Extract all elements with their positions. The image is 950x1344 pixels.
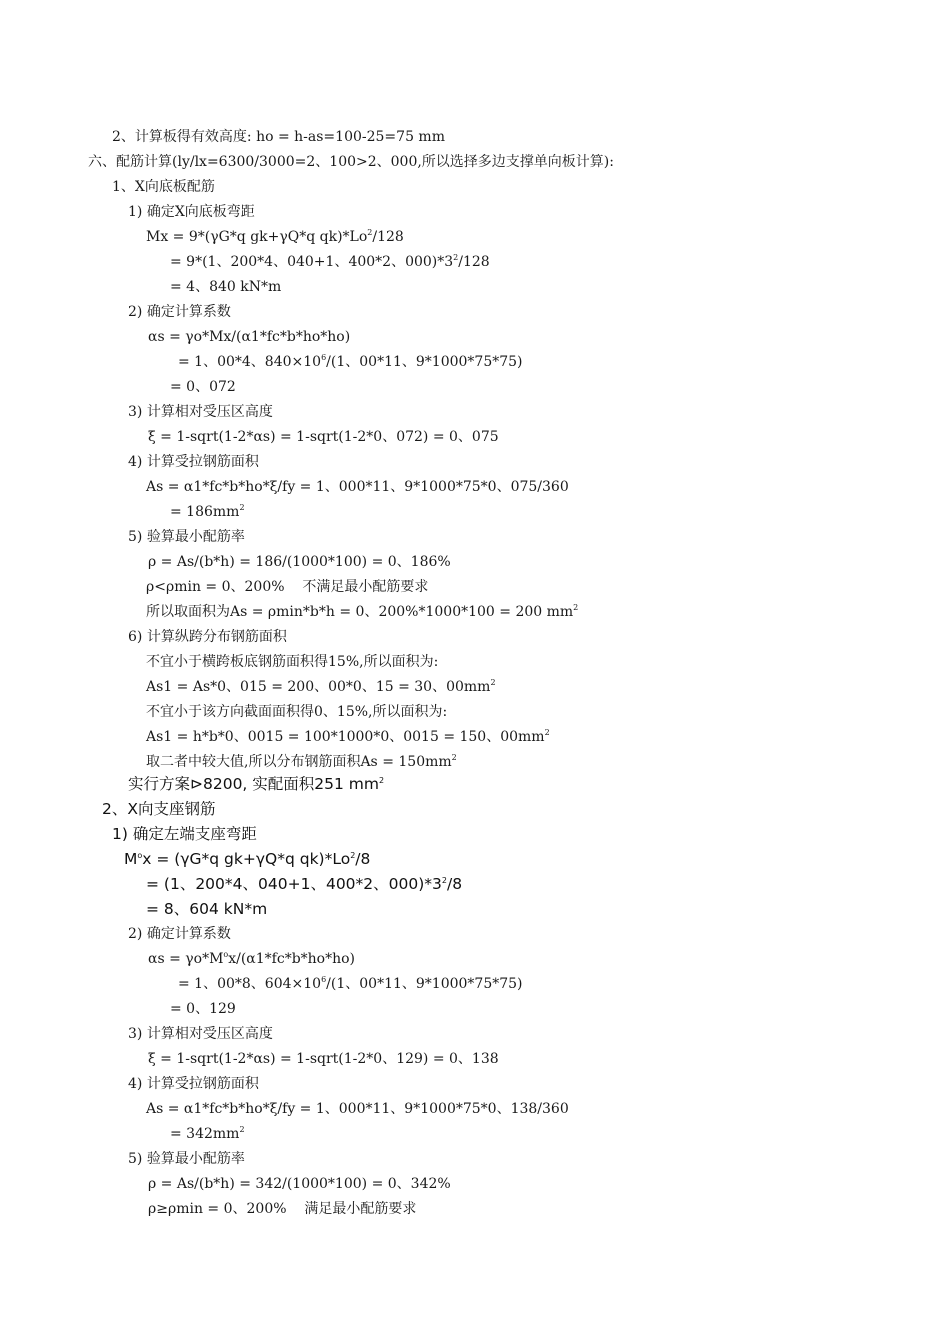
step-heading: 1) 确定左端支座弯距 xyxy=(112,825,257,843)
text-line: 不宜小于横跨板底钢筋面积得15%,所以面积为: xyxy=(146,654,439,670)
text-line: 取二者中较大值,所以分布钢筋面积$As = 150mm^2$ xyxy=(146,753,457,770)
subsection-heading: 2、X向支座钢筋 xyxy=(102,800,216,818)
formula-line: = $186mm^2$ xyxy=(170,503,245,520)
formula-line: As = α1*fc*b*ho*ξ/fy = 1、000*11、9*1000*75*0、138/360 xyxy=(146,1101,569,1117)
text-line: 不宜小于该方向截面面积得0、15%,所以面积为: xyxy=(146,704,448,720)
formula-line: = 8、604 kN*m xyxy=(146,900,268,918)
formula-line: = 1、00*4、$840\times 10^6/(1$、00*11、9*1000*75*75) xyxy=(178,353,523,370)
formula-line: ξ = 1-sqrt(1-2*αs) = 1-sqrt(1-2*0、129) = 0、138 xyxy=(148,1051,499,1067)
step-heading: 4) 计算受拉钢筋面积 xyxy=(128,1076,259,1092)
formula-line: = 1、00*8、$604\times 10^6/(1$、00*11、9*1000*75*75) xyxy=(178,975,523,992)
formula-line: ρ≥ρmin = 0、200% 满足最小配筋要求 xyxy=(148,1201,417,1217)
text-line: 2、计算板得有效高度: ho = h-as=100-25=75 mm xyxy=(112,129,445,145)
step-heading: 1) 确定X向底板弯距 xyxy=(128,204,255,220)
formula-line: = $342mm^2$ xyxy=(170,1125,245,1142)
formula-line: ρ = As/(b*h) = 186/(1000*100) = 0、186% xyxy=(148,554,451,570)
formula-line: Mx = 9*(γG*q gk+γQ*q qk)*Lo$^2$/128 xyxy=(146,228,404,245)
formula-line: = 0、072 xyxy=(170,379,236,395)
step-heading: 3) 计算相对受压区高度 xyxy=(128,404,273,420)
step-heading: 5) 验算最小配筋率 xyxy=(128,529,245,545)
step-heading: 4) 计算受拉钢筋面积 xyxy=(128,454,259,470)
step-heading: 2) 确定计算系数 xyxy=(128,304,231,320)
formula-line: As = α1*fc*b*ho*ξ/fy = 1、000*11、9*1000*75*0、075/360 xyxy=(146,479,569,495)
formula-line: As1 = As*0、015 = 200、00*0、15 = 30、$00mm^2$ xyxy=(146,678,496,695)
formula-line: As1 = h*b*0、0015 = 100*1000*0、0015 = 150、$00mm^2$ xyxy=(146,728,550,745)
text-line: 实行方案⊳8200, 实配面积251 $mm^2$ xyxy=(128,775,385,793)
formula-line: αs = γo*Mx/(α1*fc*b*ho*ho) xyxy=(148,329,351,345)
formula-line: ρ<ρmin = 0、200% 不满足最小配筋要求 xyxy=(146,579,429,595)
formula-line: ξ = 1-sqrt(1-2*αs) = 1-sqrt(1-2*0、072) = 0、075 xyxy=(148,429,499,445)
section-heading: 六、配筋计算(ly/lx=6300/3000=2、100>2、000,所以选择多边支撑单向板计算): xyxy=(88,154,614,170)
subsection-heading: 1、X向底板配筋 xyxy=(112,179,215,195)
formula-line: $\alpha s = \gamma o*M^ox/(\alpha 1*fc*b*ho*ho)$ xyxy=(148,950,356,967)
formula-line: = 4、840 kN*m xyxy=(170,279,282,295)
formula-line: ρ = As/(b*h) = 342/(1000*100) = 0、342% xyxy=(148,1176,451,1192)
formula-line: = (1、200*4、040+1、400*2、$000)*3^2/8$ xyxy=(146,875,463,893)
step-heading: 2) 确定计算系数 xyxy=(128,926,231,942)
step-heading: 5) 验算最小配筋率 xyxy=(128,1151,245,1167)
step-heading: 3) 计算相对受压区高度 xyxy=(128,1026,273,1042)
formula-line: = 9*(1、200*4、040+1、400*2、$000)*3^2/128$ xyxy=(170,253,490,270)
formula-line: = 0、129 xyxy=(170,1001,236,1017)
formula-line: 所以取面积为As = ρmin*b*h = 0、200%*1000*100 = 200 $mm^2$ xyxy=(146,603,579,620)
formula-line: $M^ox = (\gamma G*q$ gk+γQ*q qk)*Lo$^2$/8 xyxy=(124,850,371,868)
step-heading: 6) 计算纵跨分布钢筋面积 xyxy=(128,629,287,645)
